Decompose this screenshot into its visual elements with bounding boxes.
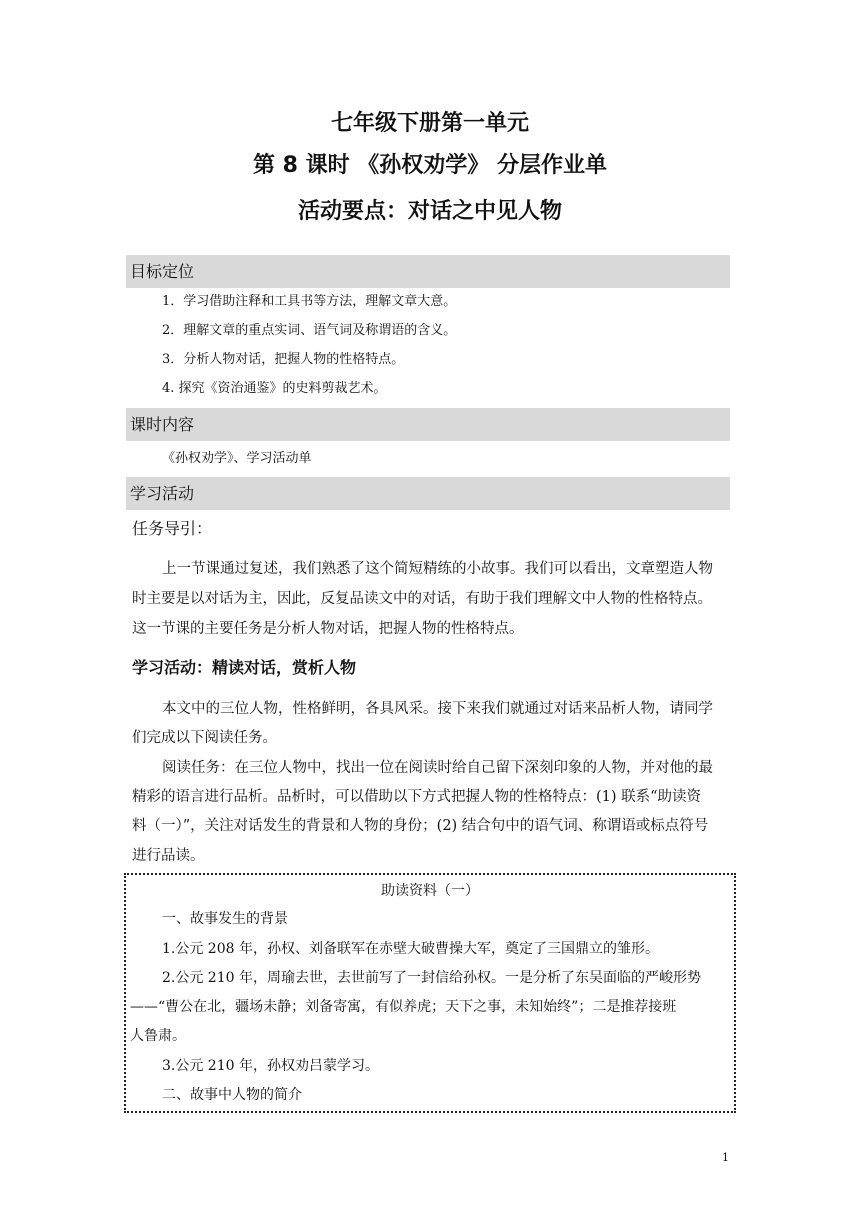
reading-aid-title: 助读资料（一） bbox=[381, 883, 479, 899]
task-paragraph-line: 上一节课通过复述，我们熟悉了这个简短精练的小故事。我们可以看出，文章塑造人物 bbox=[162, 561, 713, 577]
reading-task-line: 阅读任务：在三位人物中，找出一位在阅读时给自己留下深刻印象的人物，并对他的最 bbox=[162, 760, 713, 776]
paragraph-line: 们完成以下阅读任务。 bbox=[132, 730, 277, 746]
reading-task-line: 料（一）”，关注对话发生的背景和人物的身份；(2) 结合句中的语气词、称谓语或标点符号 bbox=[132, 818, 709, 834]
reading-aid-line: 3.公元 210 年，孙权劝吕蒙学习。 bbox=[162, 1058, 379, 1074]
goal-item: 3．分析人物对话，把握人物的性格特点。 bbox=[162, 352, 405, 367]
goal-item: 1．学习借助注释和工具书等方法，理解文章大意。 bbox=[162, 294, 457, 309]
activity-focus-title: 活动要点：对话之中见人物 bbox=[297, 199, 562, 224]
goal-item: 2．理解文章的重点实词、语气词及称谓语的含义。 bbox=[162, 323, 457, 338]
content-text: 《孙权劝学》、学习活动单 bbox=[162, 451, 312, 466]
activity-section-bar: 学习活动 bbox=[126, 477, 730, 510]
paragraph-line: 本文中的三位人物，性格鲜明，各具风采。接下来我们就通过对话来品析人物，请同学 bbox=[162, 701, 713, 717]
content-section-bar: 课时内容 bbox=[126, 408, 730, 441]
reading-aid-line: ——“曹公在北，疆场未静；刘备寄寓，有似养虎；天下之事，未知始终”；二是推荐接班 bbox=[130, 999, 677, 1015]
reading-aid-line: 二、故事中人物的简介 bbox=[162, 1087, 302, 1103]
goal-item: 4. 探究《资治通鉴》的史料剪裁艺术。 bbox=[162, 381, 387, 396]
reading-aid-line: 2.公元 210 年，周瑜去世，去世前写了一封信给孙权。一是分析了东吴面临的严峻形势 bbox=[162, 970, 701, 986]
reading-aid-line: 一、故事发生的背景 bbox=[162, 911, 288, 927]
lesson-title: 第 8 课时 《孙权劝学》 分层作业单 bbox=[253, 153, 607, 178]
task-paragraph-line: 这一节课的主要任务是分析人物对话，把握人物的性格特点。 bbox=[132, 621, 524, 637]
reading-aid-line: 1.公元 208 年，孙权、刘备联军在赤壁大破曹操大军，奠定了三国鼎立的雏形。 bbox=[162, 941, 659, 957]
reading-aid-line: 人鲁肃。 bbox=[130, 1028, 186, 1044]
activity-heading: 学习活动：精读对话，赏析人物 bbox=[132, 658, 357, 677]
goal-section-bar: 目标定位 bbox=[126, 255, 730, 288]
reading-task-line: 精彩的语言进行品析。品析时，可以借助以下方式把握人物的性格特点：(1) 联系“助读资 bbox=[132, 789, 702, 805]
reading-aid-box bbox=[124, 873, 736, 1113]
task-paragraph-line: 时主要是以对话为主，因此，反复品读文中的对话，有助于我们理解文中人物的性格特点。 bbox=[132, 591, 712, 607]
page-number: 1 bbox=[722, 1151, 729, 1164]
unit-title: 七年级下册第一单元 bbox=[330, 111, 529, 136]
reading-task-line: 进行品读。 bbox=[132, 848, 205, 864]
task-intro-heading: 任务导引： bbox=[132, 519, 213, 538]
